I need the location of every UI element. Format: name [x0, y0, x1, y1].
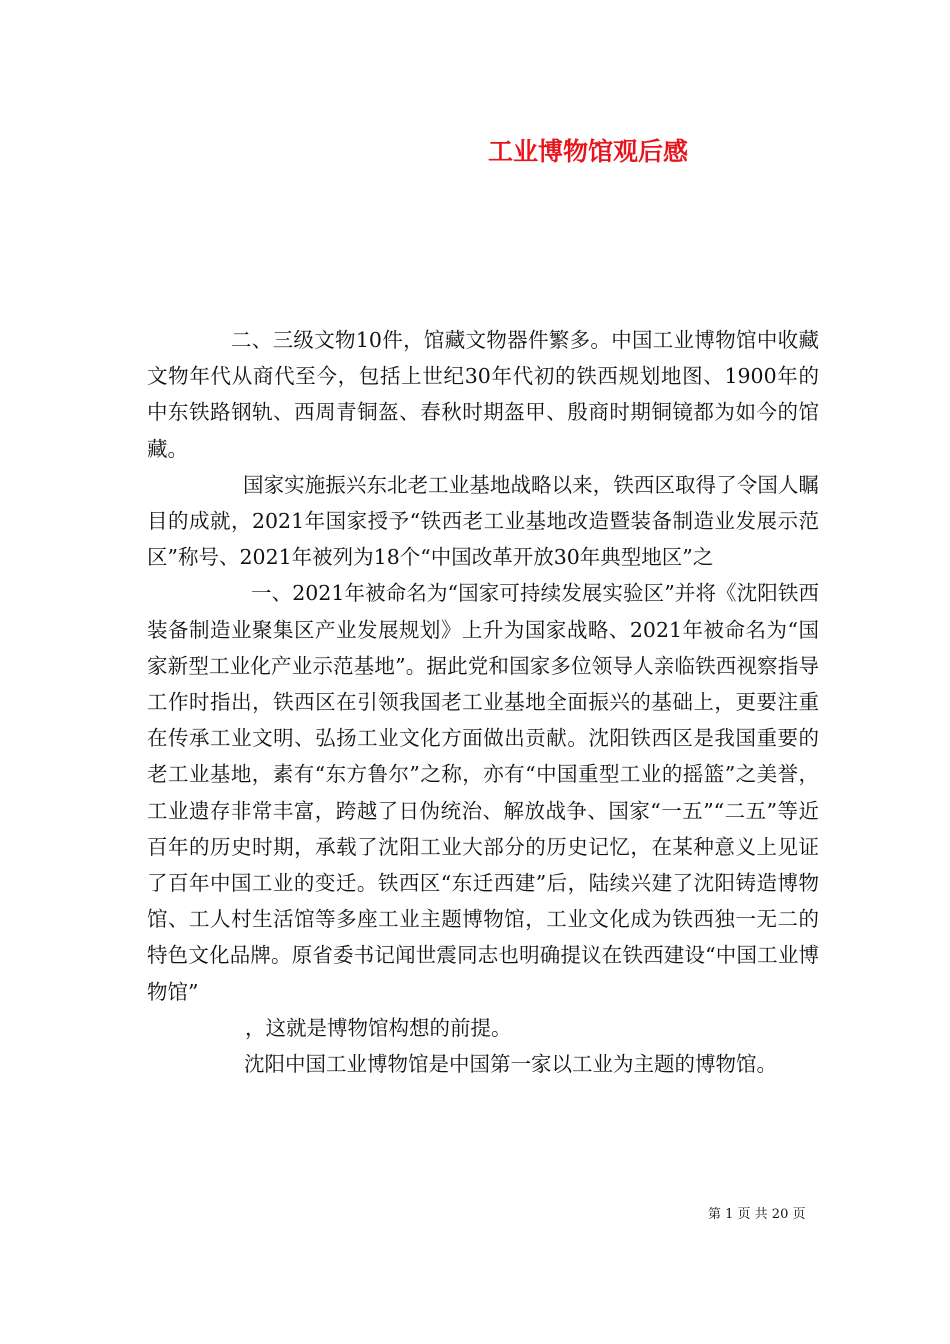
document-title: 工业博物馆观后感: [488, 137, 689, 166]
paragraph-2: 国家实施振兴东北老工业基地战略以来，铁西区取得了令国人瞩目的成就，2021年国家授予“铁西老工业基地改造暨装备制造业发展示范区”称号、2021年被列为18个“中国改革开放30年典型地区”之: [147, 472, 819, 570]
paragraph-5: 沈阳中国工业博物馆是中国第一家以工业为主题的博物馆。: [244, 1052, 777, 1077]
document-body: [147, 322, 819, 1082]
paragraph-1: 二、三级文物10件，馆藏文物器件繁多。中国工业博物馆中收藏文物年代从商代至今，包括上世纪30年代初的铁西规划地图、1900年的中东铁路钢轨、西周青铜盔、春秋时期盔甲、殷商时期铜镜都为如今的馆藏。: [147, 328, 819, 461]
page-number-footer: 第 1 页 共 20 页: [708, 1207, 806, 1222]
paragraph-3: 一、2021年被命名为“国家可持续发展实验区”并将《沈阳铁西装备制造业聚集区产业发展规划》上升为国家战略、2021年被命名为“国家新型工业化产业示范基地”。据此党和国家多位领导人亲临铁西视察指导工作时指出，铁西区在引领我国老工业基地全面振兴的基础上，更要注重在传承工业文明、弘扬工业文化方面做出贡献。沈阳铁西区是我国重要的老工业基地，素有“东方鲁尔”之称，亦有“中国重型工业的摇篮”之美誉，工业遗存非常丰富，跨越了日伪统治、解放战争、国家“一五”“二五”等近百年的历史时期，承载了沈阳工业大部分的历史记忆，在某种意义上见证了百年中国工业的变迁。铁西区“东迁西建”后，陆续兴建了沈阳铸造博物馆、工人村生活馆等多座工业主题博物馆，工业文化成为铁西独一无二的特色文化品牌。原省委书记闻世震同志也明确提议在铁西建设“中国工业博物馆”: [147, 581, 819, 1004]
paragraph-4: ，这就是博物馆构想的前提。: [245, 1015, 512, 1040]
